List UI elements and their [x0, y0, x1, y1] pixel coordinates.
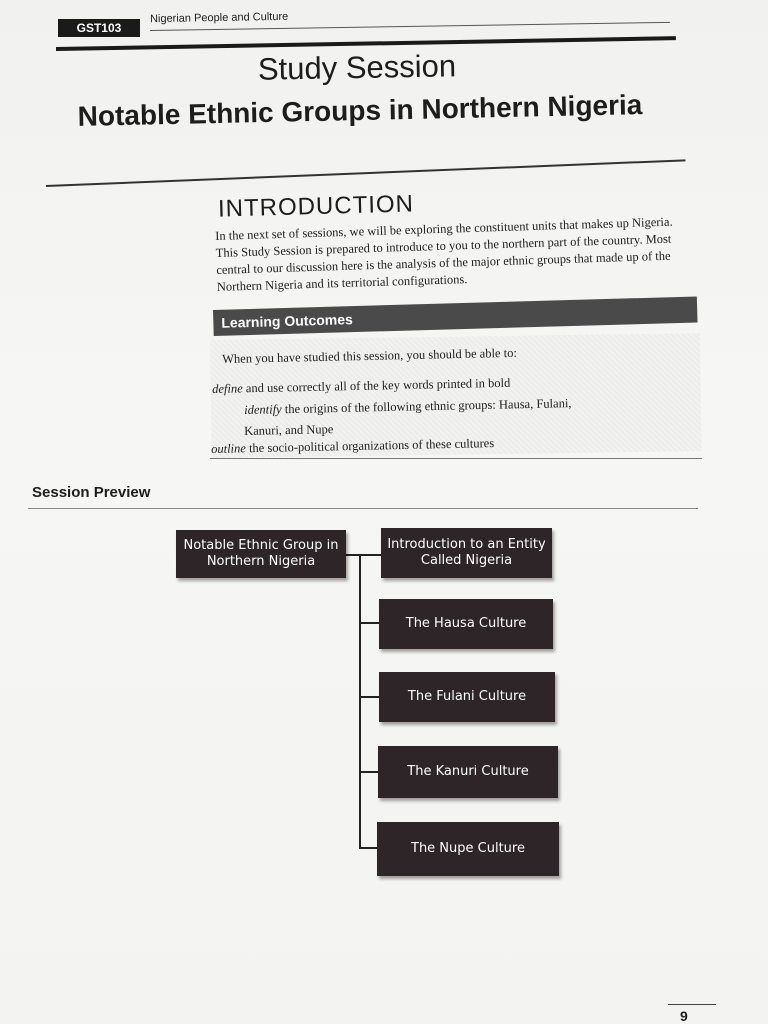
preview-root-box: Notable Ethnic Group in Northern Nigeria [176, 530, 346, 578]
outcome-verb: identify [244, 402, 282, 417]
preview-child-box: The Fulani Culture [379, 672, 555, 722]
learning-outcomes-heading: Learning Outcomes [213, 296, 698, 336]
connector-root-horizontal [346, 554, 360, 556]
preview-child-box: The Kanuri Culture [378, 746, 558, 798]
connector-branch [359, 622, 379, 624]
connector-branch [359, 554, 381, 556]
title-rule [46, 159, 686, 187]
connector-branch [359, 696, 379, 698]
outcome-verb: outline [211, 441, 247, 456]
outcome-verb: define [212, 381, 243, 396]
preview-child-box: The Hausa Culture [379, 599, 553, 649]
outcome-text: the origins of the following ethnic groups: Hausa, Fulani, [281, 396, 572, 417]
course-code-badge: GST103 [58, 19, 140, 37]
session-preview-rule [28, 508, 698, 509]
introduction-heading: INTRODUCTION [217, 190, 415, 223]
page-number: 9 [680, 1008, 688, 1024]
outcome-text: the socio-political organizations of these cultures [245, 436, 495, 456]
preview-child-box: The Nupe Culture [377, 822, 559, 876]
course-title: Nigerian People and Culture [149, 10, 289, 26]
connector-branch [359, 771, 378, 773]
preview-child-box: Introduction to an Entity Called Nigeria [381, 528, 552, 578]
learning-outcomes-lead: When you have studied this session, you should be able to: [222, 345, 517, 366]
outcome-item [244, 422, 334, 439]
introduction-paragraph: In the next set of sessions, we will be exploring the constituent units that makes up Nigeria. This Study Session is prepared to introduce to you to the northern part of the country. Most central to our discussion here is the analysis of the major ethnic groups that made up of the Northern Nigeria and its territorial configurations. [215, 214, 673, 294]
connector-branch [359, 847, 377, 849]
session-title: Notable Ethnic Groups in Northern Nigeria [77, 89, 643, 132]
session-preview-heading: Session Preview [32, 484, 151, 501]
page-number-rule [668, 1004, 716, 1005]
outcome-text: and use correctly all of the key words printed in bold [242, 375, 511, 396]
outcome-text: Kanuri, and Nupe [244, 422, 334, 438]
session-label: Study Session [257, 48, 457, 87]
learning-outcomes-bottom-rule [210, 458, 702, 459]
connector-trunk [359, 554, 361, 848]
